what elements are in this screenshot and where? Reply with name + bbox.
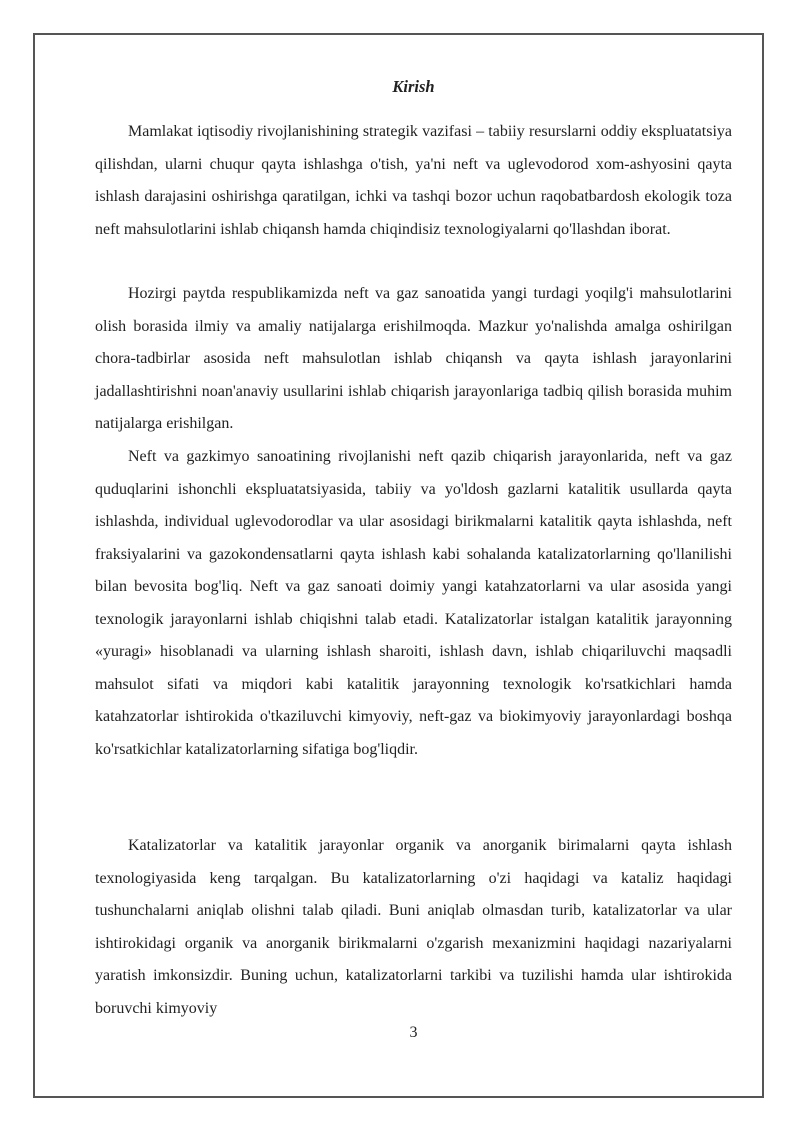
paragraph-4: Katalizatorlar va katalitik jarayonlar organik va anorganik birimalarni qayta ishlash texnologiyasida keng tarqalgan. Bu katalizatorlarning o'zi haqidagi va kataliz haqidagi tushunchalarni aniqlab olishni talab qiladi. Buni aniqlab olmasdan turib, katalizatorlar va ular ishtirokidagi organik va anorganik birikmalarni o'zgarish mexanizmini haqidagi nazariyalarni yaratish imkonsizdir. Buning uchun, katalizatorlarni tarkibi va tuzilishi hamda ular ishtirokida boruvchi kimyoviy — [95, 837, 732, 1017]
page-title: Kirish — [392, 77, 435, 96]
paragraph-1: Mamlakat iqtisodiy rivojlanishining strategik vazifasi – tabiiy resurslarni oddiy ekspluatatsiya qilishdan, ularni chuqur qayta ishlashga o'tish, ya'ni neft va uglevodorod xom-ashyosini qayta ishlash darajasini oshirishga qaratilgan, ichki va tashqi bozor uchun raqobatbardosh ekologik toza neft mahsulotlarini ishlab chiqansh hamda chiqindisiz texnologiyalarni qo'llashdan iborat. — [95, 123, 732, 238]
paragraph-2: Hozirgi paytda respublikamizda neft va gaz sanoatida yangi turdagi yoqilg'i mahsulotlarini olish borasida ilmiy va amaliy natijalarga erishilmoqda. Mazkur yo'nalishda amalga oshirilgan chora-tadbirlar asosida neft mahsulotlan ishlab chiqansh va qayta ishlash jarayonlarini jadallashtirishni noan'anaviy usullarini ishlab chiqarish jarayonlariga tadbiq qilish borasida muhim natijalarga erishilgan. — [95, 285, 732, 432]
page-number: 3 — [409, 1024, 418, 1041]
paragraph-3: Neft va gazkimyo sanoatining rivojlanishi neft qazib chiqarish jarayonlarida, neft va gaz quduqlarini ishonchli ekspluatatsiyasida, tabiiy va yo'ldosh gazlarni katalitik usullarda qayta ishlashda, individual uglevodorodlar va ular asosidagi birikmalarni katalitik qayta ishlashda, neft fraksiyalarini va gazokondensatlarni qayta ishlash kabi sohalanda katalizatorlarning qo'llanilishi bilan bevosita bog'liq. Neft va gaz sanoati doimiy yangi katahzatorlarni va ular asosida yangi texnologik jarayonlarni ishlab chiqishni talab etadi. Katalizatorlar istalgan katalitik jarayonning «yuragi» hisoblanadi va ularning ishlash sharoiti, ishlash davn, ishlab chiqariluvchi maqsadli mahsulot sifati va miqdori kabi katalitik jarayonning texnologik ko'rsatkichlari hamda katahzatorlar ishtirokida o'tkaziluvchi kimyoviy, neft-gaz va biokimyoviy jarayonlardagi boshqa ko'rsatkichlar katalizatorlarning sifatiga bog'liqdir. — [95, 448, 732, 758]
